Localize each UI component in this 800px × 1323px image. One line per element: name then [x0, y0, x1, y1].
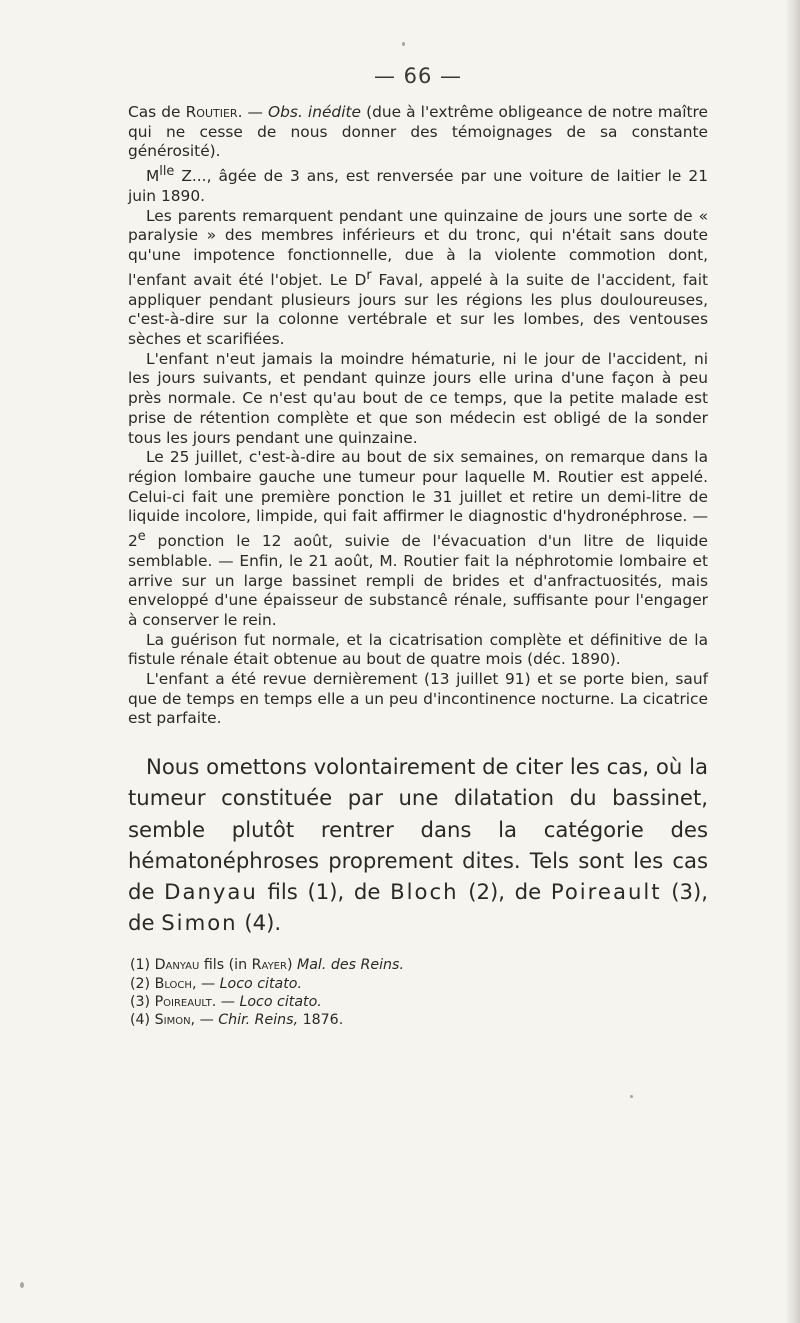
- text-fragment: ponction le 12 août, suivie de l'évacuation d'un litre de liquide semblable. — Enfin, le 21 août, M. Routier fait la néphrotomie lombaire et arrive sur un large bassinet rempli de brides et d'anfractuosités, mais enveloppé d'une épaisseur de substancê rénale, suffisante pour l'engager à conserver le rein.: [128, 532, 708, 629]
- text-fragment: Z..., âgée de 3 ans, est renversée par une voiture de laitier le 21 juin 1890.: [128, 167, 708, 205]
- footnotes: [128, 956, 708, 1029]
- footnote-number: (1): [130, 957, 155, 974]
- text-fragment: (2), de: [458, 878, 551, 904]
- text-fragment: 1876.: [298, 1012, 344, 1028]
- author-name: Poireault: [550, 878, 662, 904]
- omitted-cases-paragraph: [128, 751, 708, 938]
- superscript: r: [366, 267, 372, 283]
- reference-title: Chir. Reins,: [218, 1012, 299, 1028]
- text-fragment: . —: [237, 103, 269, 121]
- healing-paragraph: La guérison fut normale, et la cicatrisation complète et définitive de la fistule rénale était obtenue au bout de quatre mois (déc. 1890).: [128, 630, 708, 669]
- author-name: Simon: [154, 1012, 191, 1028]
- text-fragment: (4).: [237, 910, 282, 936]
- footnote: [128, 975, 708, 993]
- symptoms-paragraph: [128, 207, 708, 350]
- book-page: [128, 64, 708, 1029]
- reference-title: Loco citato.: [219, 975, 302, 992]
- text-fragment: Nous omettons volontairement de citer les cas, où la tumeur constituée par une dilatation du bassinet, semble plutôt rentrer dans la catégorie des hématonéphroses proprement dites. Tels sont les cas de: [128, 754, 708, 904]
- reference-title: Mal. des Reins.: [297, 957, 404, 974]
- author-name: Danyau: [164, 878, 258, 904]
- text-fragment: , —: [190, 1012, 219, 1028]
- text-fragment: Le 25 juillet, c'est-à-dire au bout de six semaines, on remarque dans la région lombaire gauche une tumeur pour laquelle M. Routier est appelé. Celui-ci fait une première ponction le 31 juillet et retire un demi-litre de liquide incolore, limpide, qui fait affirmer le diagnostic d'hydronéphrose. — 2: [128, 448, 708, 551]
- footnote: [128, 1011, 708, 1029]
- text-fragment: (due à l'extrême obligeance de notre maître qui ne cesse de nous donner des témoignages de sa constante générosité).: [128, 103, 708, 161]
- surgery-paragraph: [128, 448, 708, 630]
- page-edge-shadow: [786, 0, 800, 1323]
- author-name: Poireault: [154, 993, 212, 1010]
- footnote: [128, 956, 708, 974]
- author-name: Routier: [185, 103, 238, 121]
- text-fragment: (3), de: [128, 878, 709, 936]
- text-fragment: fils (in: [199, 957, 252, 974]
- superscript: e: [137, 529, 146, 545]
- text-fragment: Les parents remarquent pendant une quinzaine de jours une sorte de « paralysie » des membres inférieurs et du tronc, qui n'était sans doute qu'une impotence fonctionnelle, due à la violente commotion dont, l'enfant avait été l'objet. Le D: [128, 206, 708, 289]
- footnote: [128, 993, 708, 1011]
- text-fragment: M: [146, 167, 160, 186]
- reference-title: Loco citato.: [239, 993, 322, 1010]
- author-name: Simon: [161, 910, 238, 936]
- urinary-paragraph: L'enfant n'eut jamais la moindre hématurie, ni le jour de l'accident, ni les jours suivants, et pendant quinze jours elle urina d'une façon à peu près normale. Ce n'est qu'au bout de ce temps, que la petite malade est prise de rétention complète et que son médecin est obligé de la sonder tous les jours pendant une quinzaine.: [128, 349, 708, 447]
- paper-speck: [20, 1282, 24, 1288]
- footnote-number: (4): [130, 1012, 155, 1028]
- text-fragment: Cas de: [128, 103, 186, 121]
- text-fragment: ): [286, 957, 297, 974]
- author-name: Bloch: [390, 878, 459, 904]
- text-fragment: Faval, appelé à la suite de l'accident, fait appliquer pendant plusieurs jours sur les régions les plus douloureuses, c'est-à-dire sur la colonne vertébrale et sur les lombes, des ventouses sèches et scarifiées.: [128, 270, 709, 348]
- case-report: [128, 103, 708, 729]
- superscript: lle: [159, 164, 175, 180]
- followup-paragraph: L'enfant a été revue dernièrement (13 juillet 91) et se porte bien, sauf que de temps en temps elle a un peu d'incontinence nocturne. La cicatrice est parfaite.: [128, 670, 708, 728]
- footnote-number: (2): [130, 975, 155, 992]
- author-name: Bloch: [154, 975, 192, 992]
- text-fragment: . —: [211, 993, 240, 1010]
- page-number: — 66 —: [373, 64, 463, 88]
- main-text: [128, 751, 708, 938]
- author-name: Rayer: [251, 957, 287, 974]
- patient-paragraph: [128, 162, 708, 207]
- author-name: Danyau: [154, 957, 200, 974]
- text-fragment: , —: [191, 975, 220, 992]
- case-intro-paragraph: [128, 103, 708, 162]
- observation-label: Obs. inédite: [268, 103, 361, 121]
- footnote-number: (3): [130, 993, 155, 1010]
- paper-speck: [402, 42, 405, 46]
- paper-speck: [630, 1095, 633, 1098]
- text-fragment: fils (1), de: [257, 878, 391, 904]
